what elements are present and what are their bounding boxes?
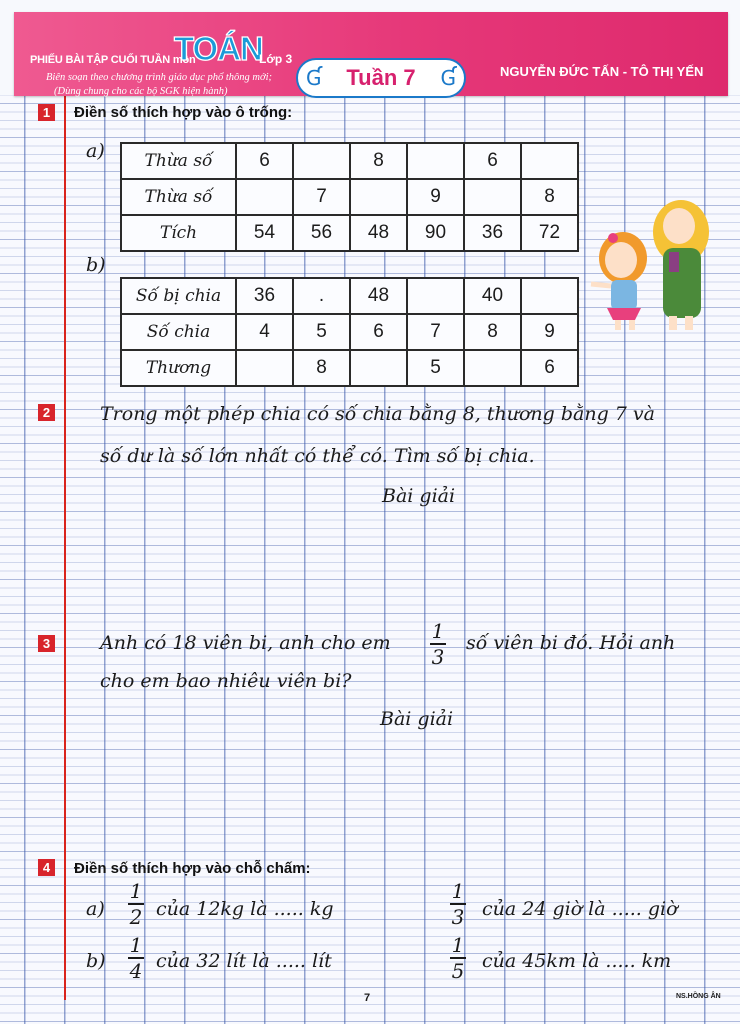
table-cell xyxy=(350,350,407,386)
ex4-fraction-1 xyxy=(128,880,144,928)
table-row xyxy=(121,314,578,350)
table-cell: 7 xyxy=(407,314,464,350)
exercise-4-prompt: Điền số thích hợp vào chỗ chấm: xyxy=(74,860,311,877)
table-cell: 6 xyxy=(521,350,578,386)
table-cell: 5 xyxy=(407,350,464,386)
table-cell: 9 xyxy=(521,314,578,350)
ex4-item-1-text: của 12kg là ..... kg xyxy=(156,898,334,920)
table-cell: 6 xyxy=(350,314,407,350)
table-cell: 40 xyxy=(464,278,521,314)
exercise-3-fraction xyxy=(430,620,446,668)
publisher-label: NS.HỒNG ÂN xyxy=(676,993,721,1000)
ex4-item-3-text: của 32 lít là ..... lít xyxy=(156,950,332,972)
exercise-1-prompt: Điền số thích hợp vào ô trống: xyxy=(74,104,293,121)
fraction-denominator: 4 xyxy=(129,959,143,983)
table-cell xyxy=(293,143,350,179)
table-cell: 90 xyxy=(407,215,464,251)
fraction-numerator: 1 xyxy=(431,619,445,643)
multiplication-table xyxy=(120,142,579,252)
table-cell: 36 xyxy=(236,278,293,314)
header-subject: TOÁN xyxy=(174,30,263,67)
fraction-numerator: 1 xyxy=(451,933,465,957)
exercise-3-line-1a: Anh có 18 viên bi, anh cho em xyxy=(100,632,391,654)
table-cell xyxy=(521,278,578,314)
table-cell: 6 xyxy=(464,143,521,179)
ex4-item-4-text: của 45km là ..... km xyxy=(482,950,672,972)
header-grade: Lớp 3 xyxy=(259,52,293,66)
row-label: Số bị chia xyxy=(121,278,236,314)
table-cell: 8 xyxy=(521,179,578,215)
header-authors: NGUYỄN ĐỨC TẤN - TÔ THỊ YẾN xyxy=(500,64,704,79)
table-cell xyxy=(464,350,521,386)
ex4-fraction-4 xyxy=(450,934,466,982)
ex4-item-2-text: của 24 giờ là ..... giờ xyxy=(482,898,678,920)
table-cell xyxy=(464,179,521,215)
table-cell: 8 xyxy=(350,143,407,179)
table-row xyxy=(121,278,578,314)
row-label: Thừa số xyxy=(121,143,236,179)
exercise-2-number: 2 xyxy=(38,404,55,421)
fraction-numerator: 1 xyxy=(129,933,143,957)
exercise-4-label-a: a) xyxy=(86,898,105,920)
table-cell: 56 xyxy=(293,215,350,251)
table-cell xyxy=(521,143,578,179)
header-subtitle-2: (Dùng chung cho các bộ SGK hiện hành) xyxy=(54,86,228,97)
row-label: Thương xyxy=(121,350,236,386)
exercise-4-number: 4 xyxy=(38,859,55,876)
exercise-2-line-1: Trong một phép chia có số chia bằng 8, thương bằng 7 và xyxy=(100,403,655,425)
fraction-numerator: 1 xyxy=(129,879,143,903)
table-cell: 48 xyxy=(350,215,407,251)
table-cell xyxy=(407,143,464,179)
table-row xyxy=(121,143,578,179)
page-number: 7 xyxy=(364,992,371,1004)
table-cell: 8 xyxy=(293,350,350,386)
table-row xyxy=(121,215,578,251)
table-cell: 6 xyxy=(236,143,293,179)
table-cell xyxy=(350,179,407,215)
swirl-left-icon: Ɠ xyxy=(306,66,322,90)
table-cell: 9 xyxy=(407,179,464,215)
table-cell: 72 xyxy=(521,215,578,251)
teacher-and-girl-illustration xyxy=(585,182,725,332)
exercise-3-line-2: cho em bao nhiêu viên bi? xyxy=(100,670,352,692)
ex4-fraction-2 xyxy=(450,880,466,928)
exercise-3-number: 3 xyxy=(38,635,55,652)
part-a-label: a) xyxy=(86,140,105,162)
table-cell: 4 xyxy=(236,314,293,350)
table-cell: 8 xyxy=(464,314,521,350)
fraction-denominator: 3 xyxy=(451,905,465,929)
exercise-2-solution-heading: Bài giải xyxy=(382,485,456,507)
row-label: Tích xyxy=(121,215,236,251)
table-cell: 5 xyxy=(293,314,350,350)
swirl-right-icon: Ɠ xyxy=(440,66,456,90)
fraction-denominator: 2 xyxy=(129,905,143,929)
table-row xyxy=(121,350,578,386)
row-label: Thừa số xyxy=(121,179,236,215)
header-subtitle-1: Biên soạn theo chương trình giáo dục phổ thông mới; xyxy=(46,72,273,83)
table-cell: 36 xyxy=(464,215,521,251)
week-label: Tuần 7 xyxy=(346,65,416,90)
exercise-3-line-1b: số viên bi đó. Hỏi anh xyxy=(466,632,676,654)
fraction-denominator: 5 xyxy=(451,959,465,983)
table-cell xyxy=(236,179,293,215)
row-label: Số chia xyxy=(121,314,236,350)
fraction-numerator: 1 xyxy=(451,879,465,903)
table-cell: 7 xyxy=(293,179,350,215)
table-row xyxy=(121,179,578,215)
table-cell: 54 xyxy=(236,215,293,251)
table-cell: 48 xyxy=(350,278,407,314)
table-cell: . xyxy=(293,278,350,314)
division-table xyxy=(120,277,579,387)
exercise-4-label-b: b) xyxy=(86,950,106,972)
week-badge xyxy=(296,58,466,98)
ex4-fraction-3 xyxy=(128,934,144,982)
fraction-denominator: 3 xyxy=(431,645,445,669)
exercise-3-solution-heading: Bài giải xyxy=(380,708,454,730)
margin-line xyxy=(64,95,66,1000)
table-cell xyxy=(236,350,293,386)
exercise-2-line-2: số dư là số lớn nhất có thể có. Tìm số bị chia. xyxy=(100,445,535,467)
exercise-1-number: 1 xyxy=(38,104,55,121)
header-small-title: PHIẾU BÀI TẬP CUỐI TUẦN môn xyxy=(30,54,196,66)
part-b-label: b) xyxy=(86,254,106,276)
table-cell xyxy=(407,278,464,314)
